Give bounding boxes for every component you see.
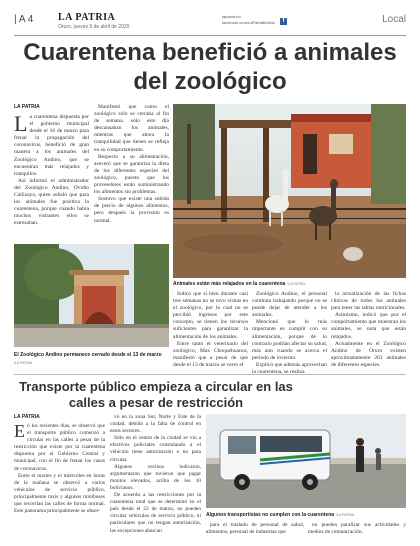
second-col2-p3: De acuerdo a las restricciones por la cuarentena total que se determinó en el país desde el 22 de marzo, no pueden circular vehículos de servicio público, ni particulares que no tengan autorización, las excepciones abarcan: [110, 492, 201, 534]
transport-caption-credit: /LA PATRIA: [336, 513, 355, 517]
second-article-col1: [14, 423, 105, 535]
main-col3-p1: Entre tanto el veterinario del zoológico, Max Choquehuanca, manifestó que a pesar de que desde el 13 de marzo se cerró el: [173, 340, 248, 368]
second-dropcap: E: [14, 421, 25, 441]
section-label: Local: [382, 14, 406, 25]
second-col1-p1: Entre el martes y el miércoles en horas de la mañana se observó a varios vehículos de servicio público, principalmente taxis y algunos minibuses que recorrían las calles de forma normal. Este panorama principalmente se obser-: [14, 472, 105, 515]
transport-photo-image: [206, 414, 406, 508]
entrance-caption-credit-line: [14, 360, 32, 366]
second-article-col3: [206, 522, 304, 542]
website-link[interactable]: lapatria.bo: [222, 14, 241, 19]
main-col5-p1: Asimismo, indicó que por el comportamiento que muestran los animales, se nota que están relajados.: [331, 312, 406, 340]
main-byline: LA PATRIA: [14, 104, 40, 110]
entrance-photo-image: [14, 244, 169, 347]
main-col4-p0: Zoológico Andino, el personal continúa trabajando porque no se puede dejar de atender a los animales.: [252, 291, 327, 319]
main-col3-p0: Indicó que si bien durante casi tres semanas no se tuvo visitas en el zoológico, por lo cual no se percibió ingresos por este concepto, se tienen los recursos suficientes para garantizar la alimentación de los animales.: [173, 291, 248, 340]
animals-photo-image: [173, 104, 406, 278]
entrance-caption-credit: /LA PATRIA: [14, 361, 33, 365]
photo-zoo-entrance: [14, 244, 169, 347]
main-col1-p1: Así informó el administrador del Zoológico Andino, Ovidio Callizaya, quien señaló que para los animales fue positiva la cuarentena, porque cuando había muchos visitantes ellos se estresaban.: [14, 177, 89, 227]
entrance-caption-text: El Zoológico Andino permanece cerrado desde el 13 de marzo: [14, 352, 162, 358]
main-article-col5: [331, 291, 406, 371]
second-col3-p0: para el traslado de personal de salud, alimentos, personal de industrias que: [206, 522, 304, 536]
facebook-icon[interactable]: f: [280, 18, 287, 25]
entrance-photo-caption: [14, 352, 162, 358]
transport-photo-caption: [206, 512, 354, 518]
animals-caption-credit: /LA PATRIA: [287, 282, 306, 286]
main-col1-p0: a cuarentena dispuesta por el gobierno municipal desde el 16 de marzo para frenar la propagación del coronavirus, benefició de gran manera a los animales del Zoológico Andino, que se encuentran más relajados y tranquilos.: [14, 114, 89, 177]
main-col2-p2: Sostuvo que existe una subida de precio de algunos alimentos, pero después la provisión es normal.: [94, 196, 169, 224]
main-col5-p0: la actualización de las fichas clínicas de todos los animales para tener las tablas nutricionales.: [331, 291, 406, 312]
second-col2-p0: vó en la zona Sur, Norte y Este de la ciudad, debido a la falta de control en estos sectores.: [110, 414, 201, 435]
publication-name: LA PATRIA: [58, 12, 116, 23]
page-number: | A 4: [14, 14, 34, 25]
second-article-header: [14, 374, 406, 414]
main-col5-p2: Actualmente en el Zoológico Andino de Oruro existen aproximadamente 263 animales de diferentes especies.: [331, 340, 406, 368]
animals-photo-caption: [173, 281, 305, 287]
second-article-col2: [110, 414, 201, 536]
main-article-col3: [173, 291, 248, 371]
publication-date: Oruro, jueves 9 de abril de 2020: [58, 24, 130, 30]
second-col4-p0: no pueden paralizar sus actividades y medios de comunicación.: [308, 522, 406, 536]
second-col1-p0: n los recientes días, se observó que el transporte público comenzó a circular en las calles a pesar de la restricción que existe por la cuarentena dispuesta por el Gobierno Central y municipal, con el fin de frenar los casos de coronavirus.: [14, 423, 105, 472]
main-article-col4: [252, 291, 328, 376]
photo-transport: [206, 414, 406, 508]
transport-caption-text: Algunos transportistas no cumplen con la cuarentena: [206, 512, 335, 518]
second-col2-p2: Algunos vecinos indicaron, argumentaron que tuvieron que pagar montos elevados, arriba de los 10 bolivianos.: [110, 463, 201, 491]
second-col2-p1: Sólo en el centro de la ciudad se vio a efectivos policiales controlando a el vehículo tiene autorización o no para circular.: [110, 435, 201, 463]
main-col4-p1: Mencionó que lo más importante es cumplir con su alimentación, porque de lo contrario podrían afectar su salud, más aún cuando se acerca el periodo de invierno.: [252, 319, 327, 361]
page-header: [14, 12, 406, 36]
main-col2-p1: Respecto a su alimentación, aseveró que se garantiza la dieta de los diferentes especies del zoológico, puesto que los proveedores están suministrando los alimentos sin problemas.: [94, 153, 169, 196]
main-col2-p0: Manifestó que como el zoológico sólo se cerraba al fin de semana, sólo este día descansaban los animales, mientras que ahora la tranquilidad que tienen se refleja en su comportamiento.: [94, 104, 169, 153]
dropcap: L: [14, 111, 28, 136]
second-byline: LA PATRIA: [14, 414, 40, 420]
second-article-col4: [308, 522, 406, 542]
main-article-col1: [14, 111, 89, 232]
main-headline: Cuarentena benefició a animales del zoológico: [23, 39, 397, 95]
main-article-col2: [94, 104, 169, 242]
facebook-link[interactable]: facebook.com/LaPatriaBolivia: [222, 20, 275, 25]
main-col4-p2: Explicó que además aprovechan la cuarentena, se realiza: [252, 361, 328, 376]
animals-caption-text: Animales están más relajados en la cuarentena: [173, 281, 286, 287]
second-headline: Transporte público empieza a circular en las calles a pesar de restricción: [19, 379, 293, 410]
photo-animals: [173, 104, 406, 278]
